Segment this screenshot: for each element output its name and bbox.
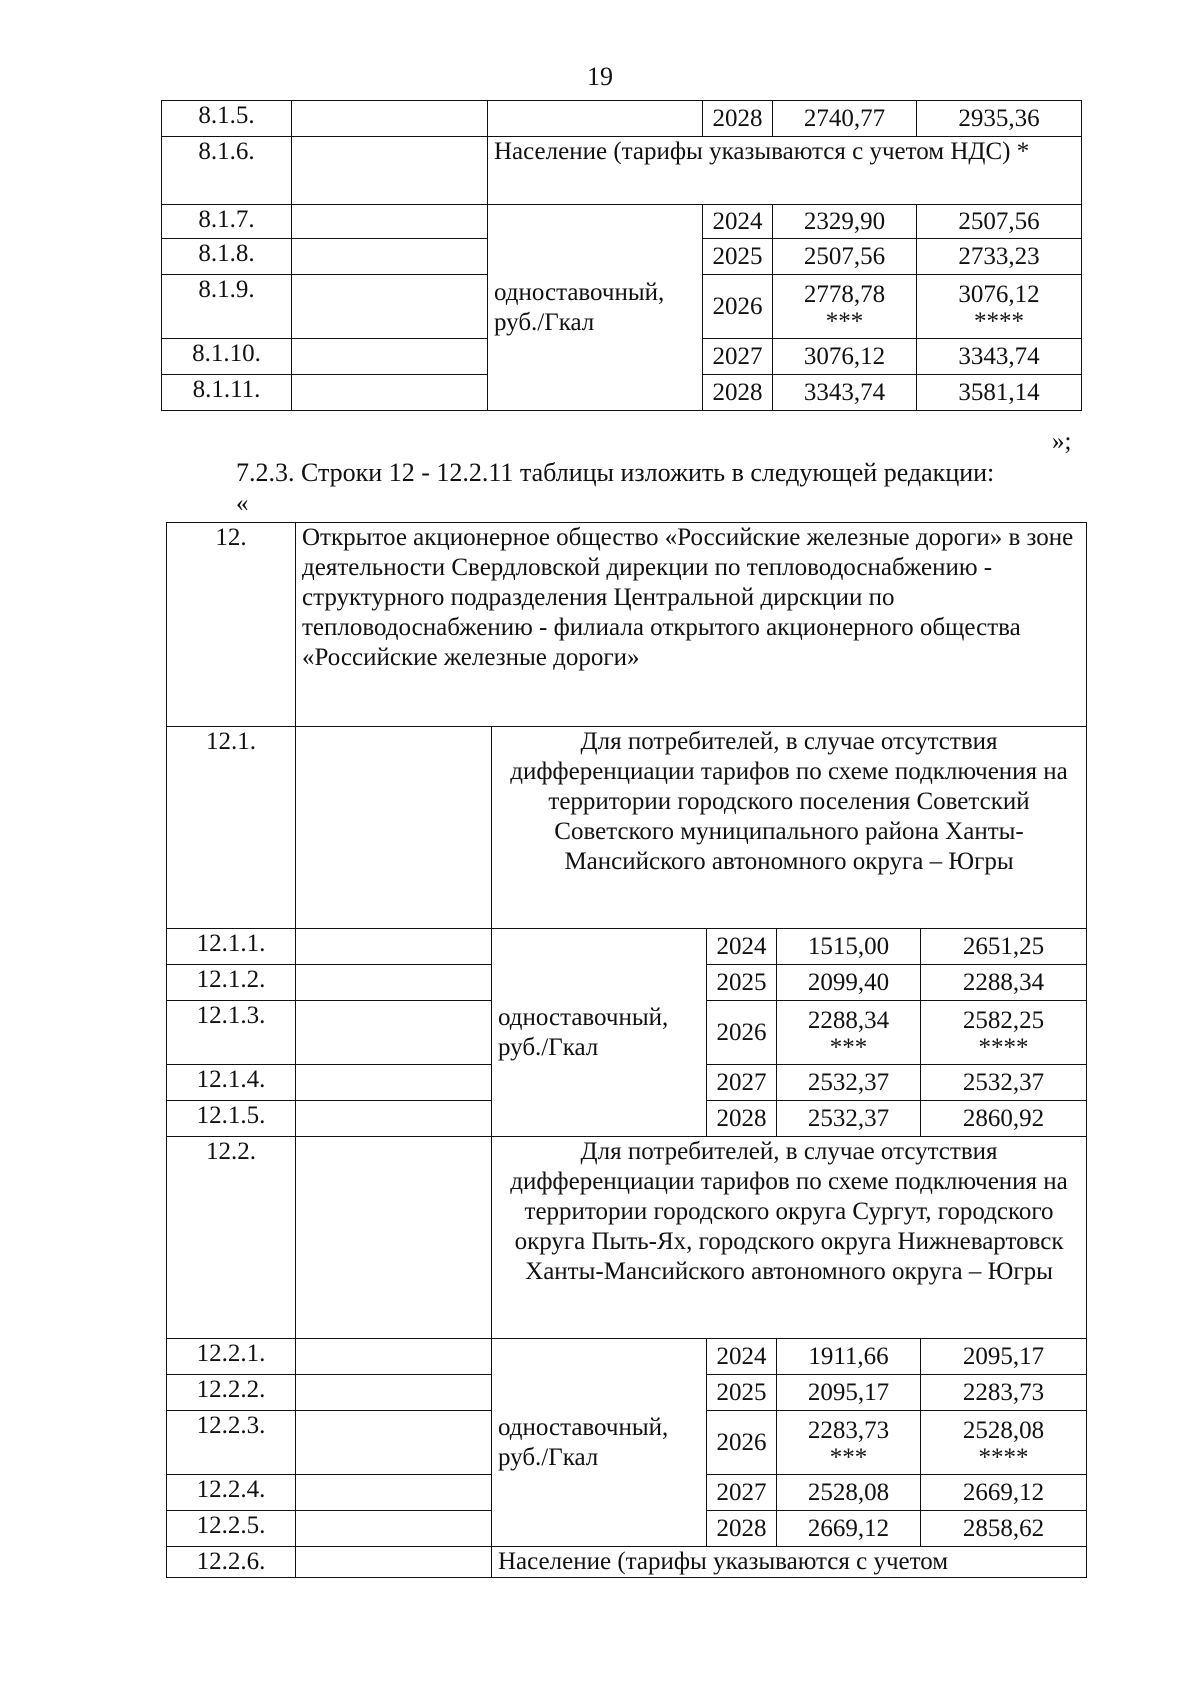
row-code: 12.1. (167, 727, 296, 929)
value-cell (773, 375, 917, 411)
empty-cell (292, 275, 488, 339)
value: 2507,56 (958, 207, 1040, 235)
empty-cell (296, 1511, 492, 1547)
year-cell: 2026 (703, 275, 773, 339)
row-code: 8.1.5. (162, 101, 292, 137)
value: 2935,36 (958, 104, 1040, 132)
empty-cell (296, 1375, 492, 1411)
empty-cell (296, 965, 492, 1001)
table-row (162, 205, 1082, 239)
value-cell (917, 275, 1082, 339)
value-cell (921, 929, 1087, 965)
value: 2095,17 (962, 1342, 1045, 1370)
empty-cell (292, 375, 488, 411)
value: 2288,34 (807, 1006, 890, 1034)
value-cell (921, 1375, 1087, 1411)
value-cell (777, 1411, 921, 1475)
row-code: 8.1.11. (162, 375, 292, 411)
unit-label: одноставочный, руб./Гкал (492, 929, 707, 1137)
value-mark: *** (829, 1033, 868, 1061)
value: 2740,77 (803, 104, 886, 132)
year-cell: 2024 (703, 205, 773, 239)
value-cell (921, 1001, 1087, 1065)
value: 2288,34 (962, 968, 1045, 996)
empty-cell (488, 101, 703, 137)
value: 1515,00 (807, 932, 890, 960)
table-row (167, 929, 1087, 965)
empty-cell (292, 239, 488, 275)
year-cell: 2024 (707, 929, 777, 965)
empty-cell (292, 339, 488, 375)
value: 2733,23 (958, 242, 1040, 270)
empty-cell (296, 1547, 492, 1578)
value-cell (921, 1411, 1087, 1475)
row-code: 8.1.6. (162, 137, 292, 205)
row-code: 12.2. (167, 1137, 296, 1339)
table-row (167, 727, 1087, 929)
table-row (167, 1339, 1087, 1375)
row-code: 8.1.8. (162, 239, 292, 275)
value-cell (921, 1065, 1087, 1101)
value-cell (917, 339, 1082, 375)
row-code: 12.1.3. (167, 1001, 296, 1065)
value: 2532,37 (807, 1068, 890, 1096)
empty-cell (296, 1065, 492, 1101)
table-row (162, 101, 1082, 137)
value: 2095,17 (807, 1378, 890, 1406)
population-note: Население (тарифы указываются с учетом (492, 1547, 1087, 1578)
value: 2329,90 (803, 207, 886, 235)
value: 2651,25 (962, 932, 1045, 960)
table-row (167, 1547, 1087, 1578)
value-cell (773, 275, 917, 339)
value-cell (777, 929, 921, 965)
page-number: 19 (587, 62, 613, 91)
row-code: 12.2.6. (167, 1547, 296, 1578)
year-cell: 2025 (707, 1375, 777, 1411)
year-cell: 2027 (703, 339, 773, 375)
value: 2858,62 (962, 1514, 1045, 1542)
value: 2507,56 (803, 242, 886, 270)
row-code: 12.1.2. (167, 965, 296, 1001)
closing-quote: »; (1052, 428, 1072, 455)
empty-cell (292, 205, 488, 239)
table-row (167, 1137, 1087, 1339)
empty-cell (292, 137, 488, 205)
value-cell (917, 101, 1082, 137)
table-row (162, 137, 1082, 205)
value-cell (921, 1511, 1087, 1547)
consumer-group-heading: Для потребителей, в случае отсутствия дифференциации тарифов по схеме подключения на территории городского округа Сургут, городского округа Пыть-Ях, городского округа Нижневартовск Ханты-Мансийского автономного округа – Югры (492, 1137, 1087, 1339)
value-cell (777, 965, 921, 1001)
value-cell (921, 1339, 1087, 1375)
value-mark: **** (978, 1443, 1029, 1471)
row-code: 12.2.5. (167, 1511, 296, 1547)
value-cell (773, 239, 917, 275)
value-cell (921, 1475, 1087, 1511)
year-cell: 2028 (703, 101, 773, 137)
value-mark: *** (825, 307, 864, 335)
row-code: 12. (167, 523, 296, 727)
value: 3343,74 (803, 378, 886, 406)
empty-cell (296, 727, 492, 929)
opening-quote: « (236, 490, 249, 517)
empty-cell (296, 1101, 492, 1137)
value: 2528,08 (962, 1416, 1045, 1444)
value-cell (921, 965, 1087, 1001)
tariff-table-main (166, 522, 1087, 1578)
value-mark: **** (974, 307, 1024, 335)
row-code: 12.1.1. (167, 929, 296, 965)
row-code: 12.2.4. (167, 1475, 296, 1511)
year-cell: 2025 (707, 965, 777, 1001)
value: 2283,73 (962, 1378, 1045, 1406)
row-code: 12.1.5. (167, 1101, 296, 1137)
organization-name: Открытое акционерное общество «Российские железные дороги» в зоне деятельности Свердловской дирекции по тепловодоснабжению - структурного подразделения Центральной дирскции по тепловодоснабжению - филиала открытого акционерного общества «Российские железные дороги» (296, 523, 1087, 727)
value-mark: *** (829, 1443, 868, 1471)
value-cell (777, 1475, 921, 1511)
year-cell: 2026 (707, 1411, 777, 1475)
value: 3581,14 (958, 378, 1040, 406)
value-cell (777, 1065, 921, 1101)
instruction-text: 7.2.3. Строки 12 - 12.2.11 таблицы изложить в следующей редакции: (236, 458, 995, 487)
unit-label: одноставочный, руб./Гкал (488, 205, 703, 411)
row-code: 8.1.10. (162, 339, 292, 375)
row-code: 12.2.3. (167, 1411, 296, 1475)
value: 2283,73 (807, 1416, 890, 1444)
value: 2669,12 (962, 1478, 1045, 1506)
population-note: Население (тарифы указываются с учетом НДС) * (488, 137, 1082, 205)
value: 2532,37 (962, 1068, 1045, 1096)
value: 3343,74 (958, 342, 1040, 370)
value-cell (917, 239, 1082, 275)
value-cell (921, 1101, 1087, 1137)
empty-cell (296, 1001, 492, 1065)
value: 2582,25 (962, 1006, 1045, 1034)
value-cell (777, 1339, 921, 1375)
value-cell (773, 101, 917, 137)
row-code: 8.1.7. (162, 205, 292, 239)
empty-cell (296, 1475, 492, 1511)
value-cell (777, 1001, 921, 1065)
row-code: 12.2.1. (167, 1339, 296, 1375)
year-cell: 2026 (707, 1001, 777, 1065)
value: 2778,78 (803, 280, 886, 308)
table-row (167, 523, 1087, 727)
value-cell (777, 1511, 921, 1547)
tariff-table-top (161, 100, 1082, 411)
value-cell (917, 375, 1082, 411)
value-cell (773, 205, 917, 239)
value: 1911,66 (808, 1342, 889, 1370)
empty-cell (296, 1339, 492, 1375)
value: 2532,37 (807, 1104, 890, 1132)
value-cell (777, 1375, 921, 1411)
consumer-group-heading: Для потребителей, в случае отсутствия дифференциации тарифов по схеме подключения на территории городского поселения Советский Советского муниципального района Ханты-Мансийского автономного округа – Югры (492, 727, 1087, 929)
row-code: 12.2.2. (167, 1375, 296, 1411)
value-cell (773, 339, 917, 375)
value: 2528,08 (807, 1478, 890, 1506)
value: 2099,40 (807, 968, 890, 996)
row-code: 12.1.4. (167, 1065, 296, 1101)
year-cell: 2028 (707, 1101, 777, 1137)
year-cell: 2024 (707, 1339, 777, 1375)
empty-cell (296, 1137, 492, 1339)
year-cell: 2028 (707, 1511, 777, 1547)
unit-label: одноставочный, руб./Гкал (492, 1339, 707, 1547)
year-cell: 2025 (703, 239, 773, 275)
value: 2860,92 (962, 1104, 1045, 1132)
value: 3076,12 (803, 342, 886, 370)
value: 3076,12 (958, 280, 1040, 308)
value: 2669,12 (807, 1514, 890, 1542)
value-cell (777, 1101, 921, 1137)
value-cell (917, 205, 1082, 239)
empty-cell (296, 1411, 492, 1475)
year-cell: 2027 (707, 1065, 777, 1101)
row-code: 8.1.9. (162, 275, 292, 339)
value-mark: **** (978, 1033, 1029, 1061)
year-cell: 2027 (707, 1475, 777, 1511)
empty-cell (292, 101, 488, 137)
empty-cell (296, 929, 492, 965)
year-cell: 2028 (703, 375, 773, 411)
